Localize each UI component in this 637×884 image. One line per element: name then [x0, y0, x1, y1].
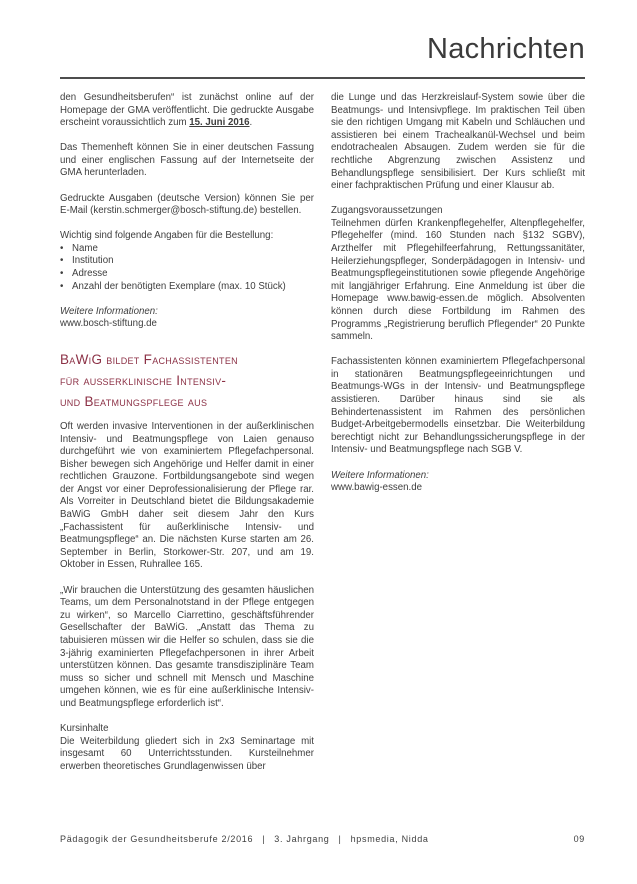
paragraph-article-intro: Oft werden invasive Interventionen in der außerklinischen Intensiv- und Beatmungspflege von Laien genauso durchgeführt wie von examiniertem Pflegefachpersonal. Bisher bewegen sich Angehörige und Helfer damit in einer rechtlichen Grauzone. Fortbildungsangebote sind wegen der Angst vor einer Deprofessionalisierung der Pflege rar. Als Vorreiter in Deutschland bietet die Bildungsakademie BaWiG GmbH daher seit diesem Jahr den Kurs „Fachassistent für außerklinische Intensiv- und Beatmungspflege“ an. Die nächsten Kurse starten am 26. September in Berlin, Storkower-Str. 207, und am 19. Oktober in Essen, Ruhrallee 165. [60, 420, 314, 571]
paragraph-course-content: die Lunge und das Herzkreislauf-System sowie über die Beatmungs- und Intensivpflege. Im praktischen Teil üben sie den richtigen Umgang mit Kabeln und Schläuchen und assistieren bei einem Trachealkanül-Wechsel und beim endotrachealen Absaugen. Zudem werden sie für die rechtliche Abgrenzung zwischen Assistenz und Behandlungspflege sensibilisiert. Der Kurs schließt mit einer fachpraktischen Prüfung und einer Klausur ab. [331, 92, 585, 192]
list-item-label: Institution [72, 255, 114, 267]
paragraph-quote-ciarrettino: „Wir brauchen die Unterstützung des gesamten häuslichen Teams, um dem Personalnotstand in der Pflege entgegen zu wirken“, so Marcello Ciarrettino, geschäftsführender Gesellschafter der BaWiG. „Anstatt das Thema zu tabuisieren müssen wir die Helfer so schulen, dass sie die 3-jährig examinierten Pflegefachpersonen in ihrer Arbeit unterstützen können. Das gesamte transdisziplinäre Team muss so sicher und schnell mit Mensch und Maschine umgehen können, wie es für eine außerklinische Intensiv- und Beatmungspflege erforderlich ist“. [60, 584, 314, 709]
paragraph-gedruckte-ausgaben: Gedruckte Ausgaben (deutsche Version) können Sie per E-Mail (kerstin.schmerger@bosch-stiftung.de) bestellen. [60, 192, 314, 217]
footer-journal-title: Pädagogik der Gesundheitsberufe 2/2016 [60, 834, 254, 844]
more-info-block [60, 306, 314, 331]
header-rule [60, 77, 585, 79]
bullet-icon: • [60, 280, 64, 292]
more-info-url: www.bosch-stiftung.de [60, 318, 157, 330]
left-column [60, 92, 314, 786]
kursinhalte-block [60, 723, 314, 773]
bullet-icon: • [60, 242, 64, 254]
more-info-url: www.bawig-essen.de [331, 482, 422, 494]
kursinhalte-text: Die Weiterbildung gliedert sich in 2x3 Seminartage mit insgesamt 60 Unterrichtsstunden. Kursteilnehmer erwerben theoretisches Grundlagenwissen über [60, 735, 314, 772]
footer-separator: | [338, 834, 342, 844]
paragraph-fachassistenten: Fachassistenten können examiniertem Pflegefachpersonal in stationären Beatmungspflegeeinrichtungen und Beatmungs-WGs in der Intensiv- und Beatmungspflege assistieren. Darüber hinaus sind sie als Behindertenassistent im Rahmen des persönlichen Budget-Arbeitgebermodells einsetzbar. Die Weiterbildung berechtigt nicht zur Behandlungssicherungspflege in der Intensiv- und Beatmungspflege nach SGB V. [331, 356, 585, 456]
article-heading-line: BaWiG bildet Fachassistenten [60, 351, 238, 367]
list-item-label: Name [72, 242, 98, 254]
article-heading [60, 349, 314, 412]
page-title: Nachrichten [426, 33, 585, 65]
bullet-icon: • [60, 255, 64, 267]
list-item [60, 268, 314, 281]
more-info-label: Weitere Informationen: [331, 469, 429, 481]
footer-page-number: 09 [573, 834, 585, 844]
more-info-block [331, 470, 585, 495]
list-item [60, 255, 314, 268]
list-item [60, 281, 314, 294]
publication-date: 15. Juni 2016 [189, 117, 250, 129]
kursinhalte-heading: Kursinhalte [60, 722, 109, 734]
list-item-label: Anzahl der benötigten Exemplare (max. 10 Stück) [72, 280, 286, 292]
bullet-icon: • [60, 268, 64, 280]
more-info-label: Weitere Informationen: [60, 305, 158, 317]
page-footer [60, 834, 585, 844]
paragraph-gma-publication [60, 92, 314, 130]
paragraph-text: den Gesundheitsberufen“ ist zunächst online auf der Homepage der GMA veröffentlicht. Die gedruckte Ausgabe erscheint voraussichtlich zum [60, 92, 314, 129]
footer-separator: | [262, 834, 266, 844]
content-columns [60, 92, 585, 786]
footer-publisher: hpsmedia, Nidda [350, 834, 429, 844]
paragraph-text: . [249, 117, 253, 129]
footer-volume: 3. Jahrgang [274, 834, 330, 844]
zugangs-block [331, 205, 585, 344]
order-info-intro: Wichtig sind folgende Angaben für die Bestellung: [60, 230, 274, 242]
list-item [60, 243, 314, 256]
article-heading-line: für außerklinische Intensiv- [60, 372, 227, 388]
right-column [331, 92, 585, 786]
article-heading-line: und Beatmungspflege aus [60, 393, 208, 409]
zugangs-heading: Zugangsvoraussetzungen [331, 205, 443, 217]
order-info-bullet-list [60, 243, 314, 293]
paragraph-themenheft: Das Themenheft können Sie in einer deutschen Fassung und einer englischen Fassung auf der Internetseite der GMA herunterladen. [60, 142, 314, 179]
zugangs-text: Teilnehmen dürfen Krankenpflegehelfer, Altenpflegehelfer, Pflegehelfer (mind. 160 Stunden nach §132 SGBV), Arzthelfer mit Pflegehilfeerfahrung, Rettungssanitäter, Heilerziehungspfleger, Sonderpädagogen in Intensiv- und Beatmungspflegeinstitutionen sowie pflegende Angehörige mit langjähriger Erfahrung. Eine Anmeldung ist über die Homepage www.bawig-essen.de möglich. Absolventen können durch diese Fortbildung im Rahmen des Programms „Registrierung beruflich Pflegender“ 20 Punkte sammeln. [331, 217, 585, 343]
list-item-label: Adresse [72, 268, 108, 280]
